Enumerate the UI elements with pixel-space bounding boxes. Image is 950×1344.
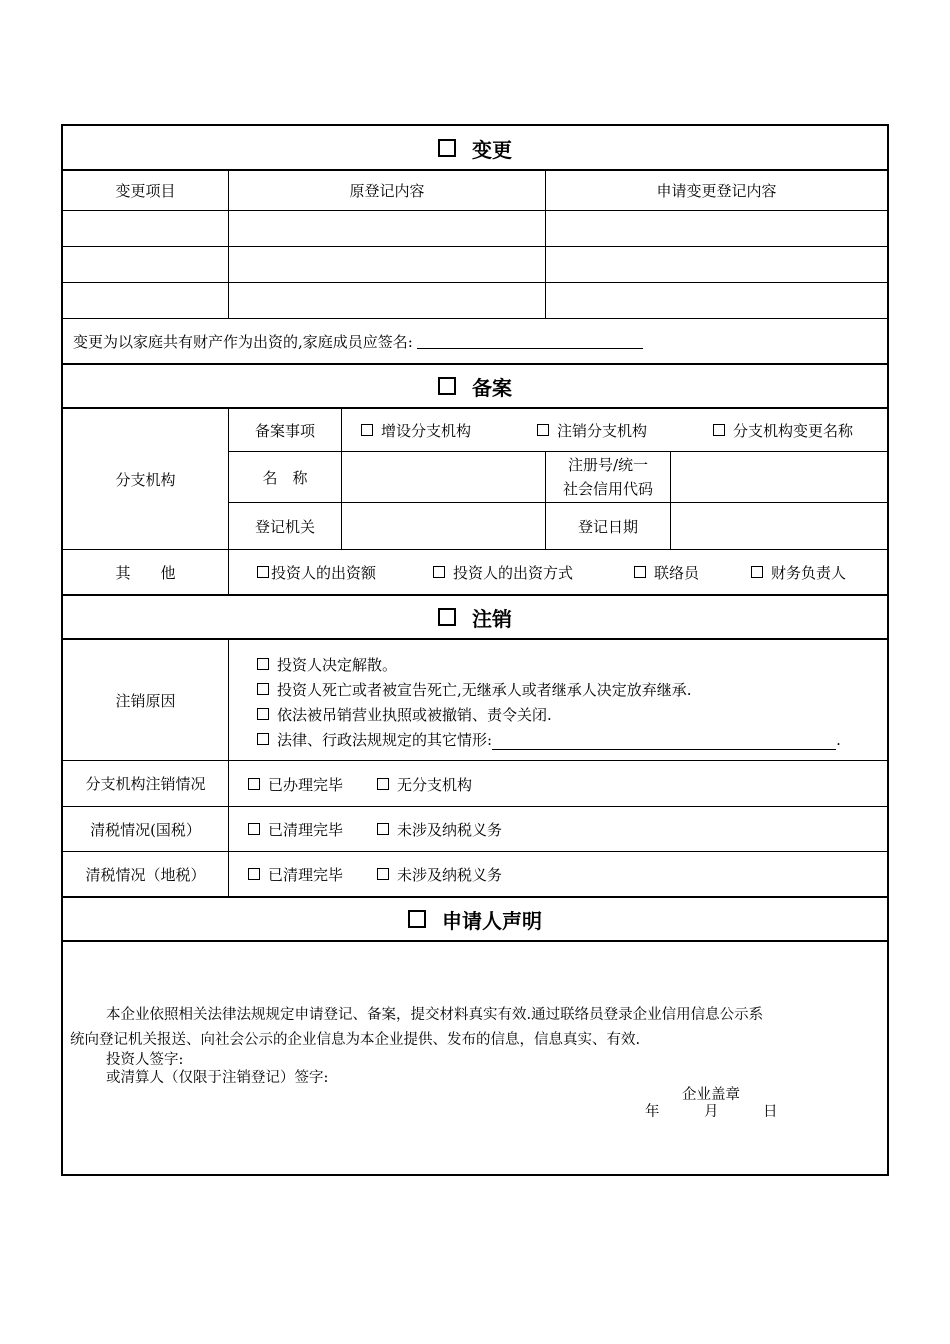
option-add-branch[interactable]: 增设分支机构 bbox=[361, 420, 471, 441]
checkbox[interactable] bbox=[361, 424, 373, 436]
col-header-item: 变更项目 bbox=[115, 181, 176, 200]
branch-label: 分支机构 bbox=[115, 470, 176, 489]
option-local-cleared[interactable]: 已清理完毕 bbox=[248, 864, 343, 885]
checkbox[interactable] bbox=[257, 708, 269, 720]
checkbox-change[interactable] bbox=[438, 139, 456, 157]
option-cancel-branch[interactable]: 注销分支机构 bbox=[537, 420, 647, 441]
change-row-2-original[interactable] bbox=[229, 247, 545, 282]
checkbox[interactable] bbox=[537, 424, 549, 436]
filing-item-label: 备案事项 bbox=[254, 421, 315, 440]
authority-label: 登记机关 bbox=[254, 517, 315, 536]
checkbox[interactable] bbox=[377, 823, 389, 835]
checkbox[interactable] bbox=[377, 868, 389, 880]
date-year: 年 bbox=[645, 1104, 660, 1120]
reg-code-label: 注册号/统一 社会信用代码 bbox=[562, 456, 653, 498]
section-filing-header bbox=[63, 365, 887, 407]
checkbox[interactable] bbox=[248, 868, 260, 880]
change-row-1-item[interactable] bbox=[63, 211, 228, 246]
checkbox-cancel[interactable] bbox=[438, 608, 456, 626]
tax-national-label: 清税情况(国税） bbox=[90, 820, 201, 839]
reason-revoked[interactable]: 依法被吊销营业执照或被撤销、责令关闭. bbox=[257, 704, 552, 725]
reason-dissolve[interactable]: 投资人决定解散。 bbox=[257, 654, 397, 675]
option-rename-branch[interactable]: 分支机构变更名称 bbox=[713, 420, 853, 441]
checkbox[interactable] bbox=[713, 424, 725, 436]
checkbox[interactable] bbox=[257, 683, 269, 695]
reason-other-line[interactable] bbox=[492, 735, 836, 750]
section-cancel-title: 注销 bbox=[472, 606, 512, 631]
seal-label: 企业盖章 bbox=[682, 1087, 740, 1103]
liquidator-sign-label: 或清算人（仅限于注销登记）签字: bbox=[106, 1070, 329, 1086]
option-capital-amount[interactable]: 投资人的出资额 bbox=[257, 562, 376, 583]
option-liaison[interactable]: 联络员 bbox=[634, 562, 699, 583]
option-branch-done[interactable]: 已办理完毕 bbox=[248, 774, 343, 795]
option-national-none[interactable]: 未涉及纳税义务 bbox=[377, 819, 502, 840]
family-sign-line[interactable] bbox=[417, 334, 643, 349]
reg-date-field[interactable] bbox=[671, 503, 887, 549]
section-filing-title: 备案 bbox=[472, 375, 512, 400]
date-month: 月 bbox=[704, 1104, 719, 1120]
change-row-1-original[interactable] bbox=[229, 211, 545, 246]
change-row-3-new[interactable] bbox=[546, 283, 887, 318]
branch-name-field[interactable] bbox=[342, 452, 545, 502]
change-row-2-item[interactable] bbox=[63, 247, 228, 282]
divider bbox=[63, 940, 887, 942]
family-sign-row bbox=[63, 319, 887, 363]
change-row-3-original[interactable] bbox=[229, 283, 545, 318]
checkbox[interactable] bbox=[257, 658, 269, 670]
reason-other[interactable]: 法律、行政法规规定的其它情形: . bbox=[257, 729, 841, 750]
other-label: 其 他 bbox=[115, 563, 176, 582]
authority-field[interactable] bbox=[342, 503, 545, 549]
checkbox[interactable] bbox=[751, 566, 763, 578]
date-day: 日 bbox=[763, 1104, 778, 1120]
section-declaration-header bbox=[63, 898, 887, 940]
checkbox[interactable] bbox=[634, 566, 646, 578]
investor-sign-label: 投资人签字: bbox=[106, 1052, 184, 1068]
section-cancel-header bbox=[63, 596, 887, 638]
checkbox[interactable] bbox=[248, 778, 260, 790]
option-capital-method[interactable]: 投资人的出资方式 bbox=[433, 562, 573, 583]
checkbox-filing[interactable] bbox=[438, 377, 456, 395]
change-row-2-new[interactable] bbox=[546, 247, 887, 282]
checkbox-declaration[interactable] bbox=[408, 910, 426, 928]
section-change-title: 变更 bbox=[472, 137, 512, 162]
cancel-reason-label: 注销原因 bbox=[115, 691, 176, 710]
name-label: 名 称 bbox=[262, 468, 308, 487]
family-sign-label: 变更为以家庭共有财产作为出资的,家庭成员应签名: bbox=[73, 332, 413, 351]
reason-death[interactable]: 投资人死亡或者被宣告死亡,无继承人或者继承人决定放弃继承. bbox=[257, 679, 692, 700]
tax-local-label: 清税情况（地税） bbox=[85, 865, 206, 884]
reg-code-field[interactable] bbox=[671, 452, 887, 502]
option-finance-head[interactable]: 财务负责人 bbox=[751, 562, 846, 583]
checkbox[interactable] bbox=[433, 566, 445, 578]
checkbox[interactable] bbox=[377, 778, 389, 790]
application-form bbox=[61, 124, 889, 1176]
section-declaration-title: 申请人声明 bbox=[442, 908, 542, 933]
option-local-none[interactable]: 未涉及纳税义务 bbox=[377, 864, 502, 885]
checkbox[interactable] bbox=[248, 823, 260, 835]
option-national-cleared[interactable]: 已清理完毕 bbox=[248, 819, 343, 840]
section-change-header bbox=[63, 126, 887, 170]
branch-cancel-status-label: 分支机构注销情况 bbox=[85, 775, 206, 793]
change-row-1-new[interactable] bbox=[546, 211, 887, 246]
checkbox[interactable] bbox=[257, 566, 269, 578]
divider bbox=[228, 640, 229, 896]
checkbox[interactable] bbox=[257, 733, 269, 745]
declaration-text-1: 本企业依照相关法律法规规定申请登记、备案，提交材料真实有效.通过联络员登录企业信用信息公示系 bbox=[106, 1007, 764, 1023]
reg-date-label: 登记日期 bbox=[577, 517, 638, 536]
declaration-text-2: 统向登记机关报送、向社会公示的企业信息为本企业提供、发布的信息，信息真实、有效. bbox=[70, 1032, 641, 1048]
col-header-new: 申请变更登记内容 bbox=[656, 181, 777, 200]
change-row-3-item[interactable] bbox=[63, 283, 228, 318]
option-no-branch[interactable]: 无分支机构 bbox=[377, 774, 472, 795]
col-header-original: 原登记内容 bbox=[349, 181, 425, 200]
